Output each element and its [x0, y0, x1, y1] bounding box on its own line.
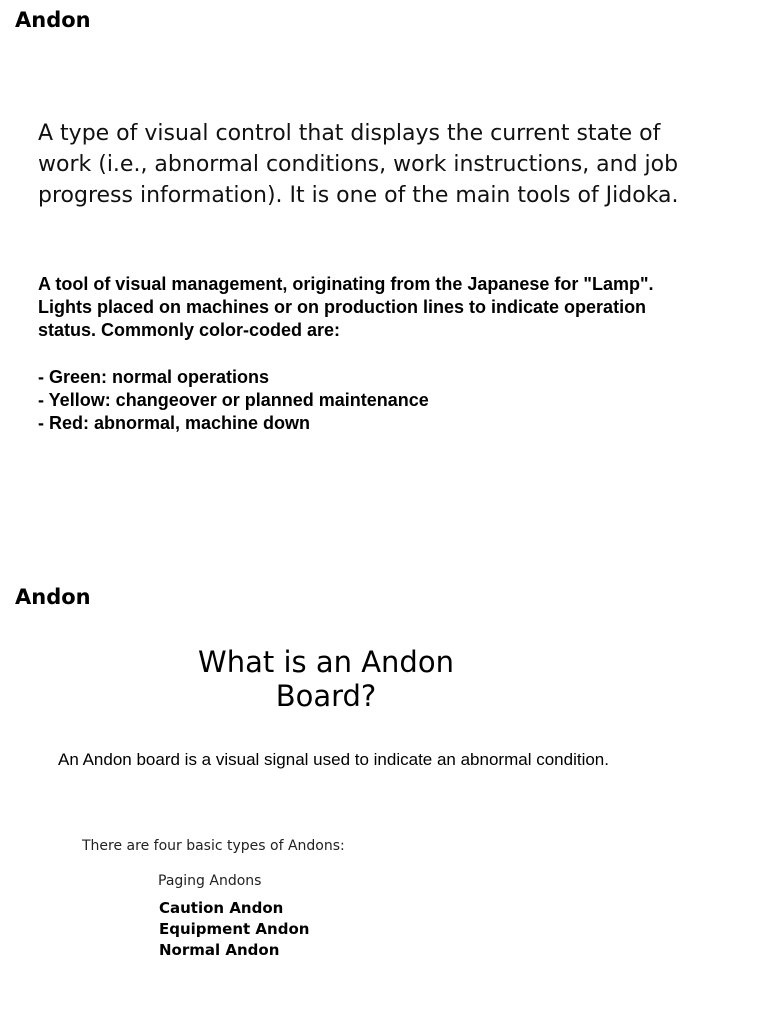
color-code-item-red: - Red: abnormal, machine down [38, 413, 311, 433]
board-title-line: What is an Andon [198, 645, 454, 679]
board-title [176, 645, 476, 713]
color-code-item-yellow: - Yellow: changeover or planned maintenance [38, 390, 429, 410]
definition-line: A type of visual control that displays the current state of [38, 121, 661, 146]
andon-definition [38, 118, 679, 211]
definition-line: progress information). It is one of the main tools of Jidoka. [38, 183, 679, 208]
definition-line: work (i.e., abnormal conditions, work instructions, and job [38, 152, 679, 177]
board-title-line: Board? [275, 679, 377, 713]
description-line: A tool of visual management, originating from the Japanese for "Lamp". [38, 274, 654, 294]
description-line: status. Commonly color-coded are: [38, 320, 341, 340]
slide2-heading: Andon [15, 585, 91, 609]
andon-type-caution: Caution Andon [159, 899, 284, 917]
types-intro: There are four basic types of Andons: [82, 838, 345, 854]
andon-type-list [159, 898, 309, 961]
andon-type-paging: Paging Andons [158, 873, 262, 889]
andon-type-normal: Normal Andon [159, 941, 280, 959]
board-description: An Andon board is a visual signal used to indicate an abnormal condition. [58, 750, 609, 769]
slide1-heading: Andon [15, 8, 91, 32]
description-line: Lights placed on machines or on production lines to indicate operation [38, 297, 647, 317]
color-code-item-green: - Green: normal operations [38, 367, 270, 387]
visual-management-description [38, 273, 654, 342]
color-code-list [38, 366, 429, 435]
andon-type-equipment: Equipment Andon [159, 920, 310, 938]
